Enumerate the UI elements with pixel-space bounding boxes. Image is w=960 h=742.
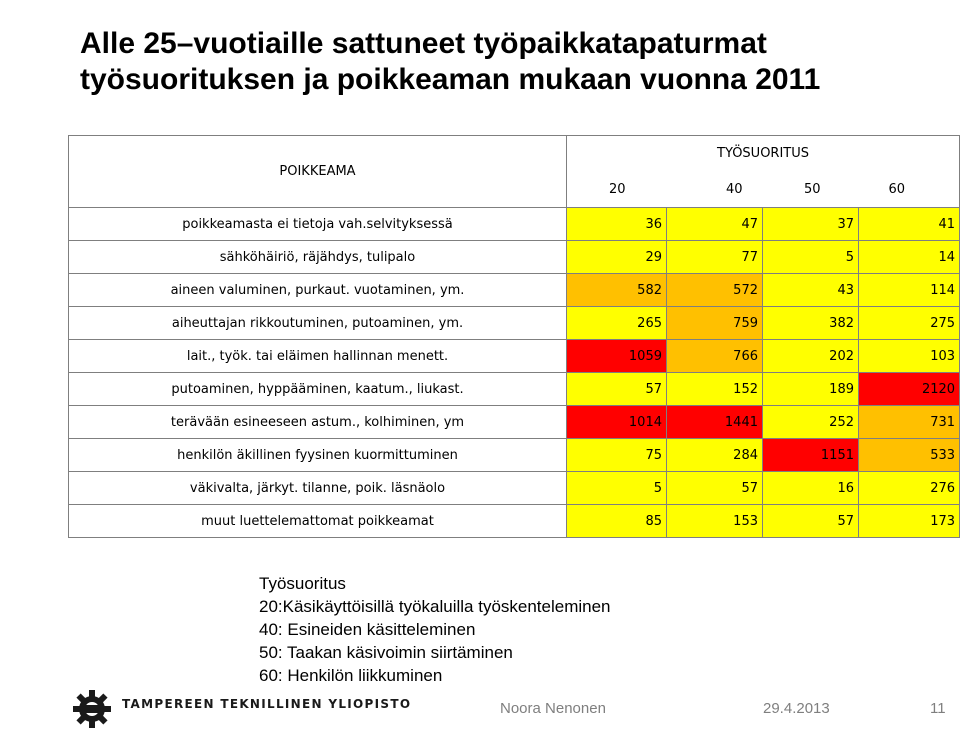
value-cell-60: 103 — [859, 340, 960, 373]
value-cell-20: 85 — [567, 505, 667, 538]
footer-page-number: 11 — [930, 700, 946, 717]
value-cell-50: 16 — [763, 472, 859, 505]
table-row — [69, 307, 960, 340]
value-cell-40: 766 — [667, 340, 763, 373]
value-cell-60: 41 — [859, 208, 960, 241]
table-row — [69, 241, 960, 274]
value-cell-60: 731 — [859, 406, 960, 439]
value-cell-40: 77 — [667, 241, 763, 274]
value-cell-20: 582 — [567, 274, 667, 307]
row-label: aineen valuminen, purkaut. vuotaminen, ym. — [69, 274, 567, 307]
value-cell-40: 1441 — [667, 406, 763, 439]
value-cell-40: 57 — [667, 472, 763, 505]
row-label: muut luettelemattomat poikkeamat — [69, 505, 567, 538]
value-cell-40: 284 — [667, 439, 763, 472]
column-header-50: 50 — [763, 172, 859, 208]
value-cell-50: 5 — [763, 241, 859, 274]
value-cell-20: 75 — [567, 439, 667, 472]
value-cell-50: 1151 — [763, 439, 859, 472]
row-label: lait., työk. tai eläimen hallinnan menett. — [69, 340, 567, 373]
slide-title-line-1: Alle 25–vuotiaille sattuneet työpaikkatapaturmat — [80, 27, 767, 60]
footer-author: Noora Nenonen — [500, 700, 606, 717]
column-group-header: TYÖSUORITUS — [567, 136, 960, 172]
footer-date: 29.4.2013 — [763, 700, 830, 717]
row-label: väkivalta, järkyt. tilanne, poik. läsnäolo — [69, 472, 567, 505]
row-label: putoaminen, hyppääminen, kaatum., liukast. — [69, 373, 567, 406]
row-header-poikkeama: POIKKEAMA — [69, 136, 567, 208]
value-cell-60: 2120 — [859, 373, 960, 406]
university-name: TAMPEREEN TEKNILLINEN YLIOPISTO — [122, 697, 412, 711]
value-cell-20: 265 — [567, 307, 667, 340]
value-cell-60: 533 — [859, 439, 960, 472]
gear-logo-icon — [72, 689, 112, 729]
table-row — [69, 439, 960, 472]
value-cell-40: 759 — [667, 307, 763, 340]
row-label: sähköhäiriö, räjähdys, tulipalo — [69, 241, 567, 274]
value-cell-40: 153 — [667, 505, 763, 538]
value-cell-20: 5 — [567, 472, 667, 505]
column-header-40: 40 — [667, 172, 763, 208]
value-cell-40: 47 — [667, 208, 763, 241]
legend-item: 20:Käsikäyttöisillä työkaluilla työskenteleminen — [259, 597, 611, 616]
value-cell-60: 114 — [859, 274, 960, 307]
value-cell-50: 37 — [763, 208, 859, 241]
row-label: aiheuttajan rikkoutuminen, putoaminen, ym. — [69, 307, 567, 340]
table-row — [69, 208, 960, 241]
table-row — [69, 406, 960, 439]
value-cell-50: 252 — [763, 406, 859, 439]
table-row — [69, 373, 960, 406]
value-cell-50: 189 — [763, 373, 859, 406]
slide-title — [80, 26, 940, 98]
table-row — [69, 340, 960, 373]
accident-table — [68, 135, 960, 538]
row-label: poikkeamasta ei tietoja vah.selvityksessä — [69, 208, 567, 241]
value-cell-20: 1014 — [567, 406, 667, 439]
legend-item: 40: Esineiden käsitteleminen — [259, 620, 476, 639]
legend — [259, 572, 611, 687]
value-cell-40: 152 — [667, 373, 763, 406]
column-header-20: 20 — [567, 172, 667, 208]
value-cell-20: 1059 — [567, 340, 667, 373]
row-label: henkilön äkillinen fyysinen kuormittuminen — [69, 439, 567, 472]
slide-title-line-2: työsuorituksen ja poikkeaman mukaan vuonna 2011 — [80, 63, 821, 96]
value-cell-50: 202 — [763, 340, 859, 373]
legend-heading: Työsuoritus — [259, 574, 346, 593]
value-cell-20: 57 — [567, 373, 667, 406]
value-cell-60: 276 — [859, 472, 960, 505]
table-row — [69, 472, 960, 505]
value-cell-50: 43 — [763, 274, 859, 307]
value-cell-60: 14 — [859, 241, 960, 274]
table-row — [69, 274, 960, 307]
legend-item: 60: Henkilön liikkuminen — [259, 666, 443, 685]
row-label: terävään esineeseen astum., kolhiminen, ym — [69, 406, 567, 439]
value-cell-60: 173 — [859, 505, 960, 538]
header-row-group — [69, 136, 960, 172]
value-cell-50: 57 — [763, 505, 859, 538]
value-cell-20: 29 — [567, 241, 667, 274]
legend-item: 50: Taakan käsivoimin siirtäminen — [259, 643, 513, 662]
value-cell-60: 275 — [859, 307, 960, 340]
value-cell-50: 382 — [763, 307, 859, 340]
table-row — [69, 505, 960, 538]
value-cell-40: 572 — [667, 274, 763, 307]
column-header-60: 60 — [859, 172, 960, 208]
value-cell-20: 36 — [567, 208, 667, 241]
